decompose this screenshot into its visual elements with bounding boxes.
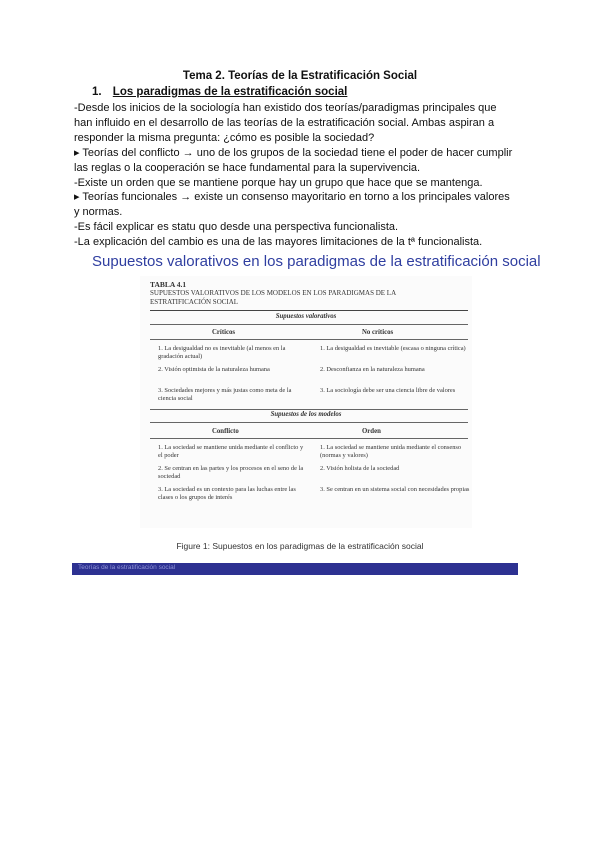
table-cell: 3. La sociología debe ser una ciencia libre de valores bbox=[320, 387, 456, 394]
slide-footer-bar bbox=[72, 563, 518, 575]
paragraph: -Desde los inicios de la sociología han existido dos teorías/paradigmas principales que han influido en el desarrollo de las teorías de la estratificación social. Ambas aspiran a responder la misma pregunta: ¿cómo es posible la sociedad? bbox=[74, 102, 497, 144]
table-cell: 2. Visión optimista de la naturaleza humana bbox=[158, 366, 270, 373]
table-rule bbox=[150, 324, 468, 325]
table-cell: 2. Desconfianza en la naturaleza humana bbox=[320, 366, 425, 373]
paragraph: -Existe un orden que se mantiene porque hay un grupo que hace que se mantenga. bbox=[74, 176, 483, 189]
table-cell: 2. Se centran en las partes y los procesos en el seno de la sociedad bbox=[158, 465, 304, 480]
section-heading bbox=[92, 86, 347, 98]
table-label: TABLA 4.1 bbox=[150, 280, 187, 289]
paragraph: -La explicación del cambio es una de las mayores limitaciones de la tª funcionalista. bbox=[74, 236, 483, 249]
table-cell: 2. Visión holista de la sociedad bbox=[320, 465, 400, 472]
table-rule bbox=[150, 422, 468, 423]
col-no-criticos: No críticos bbox=[362, 329, 394, 336]
table-figure bbox=[140, 276, 472, 528]
table-cell: 1. La sociedad se mantiene unida mediante el consenso (normas y valores) bbox=[320, 444, 462, 459]
col-criticos: Críticos bbox=[212, 329, 236, 336]
table-subtitle: SUPUESTOS VALORATIVOS DE LOS MODELOS EN LOS PARADIGMAS DE LA ESTRATIFICACIÓN SOCIAL bbox=[150, 289, 396, 306]
paragraph: -Es fácil explicar es statu quo desde una perspectiva funcionalista. bbox=[74, 221, 399, 234]
table-rule bbox=[150, 438, 468, 439]
body-text bbox=[74, 101, 514, 250]
table-rule bbox=[150, 409, 468, 410]
section-number: 1. bbox=[92, 86, 102, 98]
section1-heading: Supuestos valorativos bbox=[275, 313, 337, 320]
section-heading-text: Los paradigmas de la estratificación social bbox=[112, 86, 348, 98]
page-title: Tema 2. Teorías de la Estratificación Social bbox=[182, 70, 418, 82]
footer-text: Teorías de la estratificación social bbox=[78, 564, 176, 571]
table-cell: 3. La sociedad es un contexto para las luchas entre las clases o los grupos de interés bbox=[158, 486, 296, 501]
table-cell: 3. Sociedades mejores y más justas como meta de la ciencia social bbox=[158, 387, 292, 402]
table-cell: 1. La desigualdad es inevitable (escasa o ninguna crítica) bbox=[320, 345, 466, 352]
table-cell: 1. La sociedad se mantiene unida mediante el conflicto y el poder bbox=[158, 444, 304, 459]
paragraph: ▸ Teorías del conflicto → uno de los grupos de la sociedad tiene el poder de hacer cumplir las reglas o la cooperación se hace fundamental para la supervivencia. bbox=[74, 146, 513, 174]
table-rule bbox=[150, 310, 468, 311]
figure-caption: Figure 1: Supuestos en los paradigmas de la estratificación social bbox=[176, 541, 424, 551]
slide-title: Supuestos valorativos en los paradigmas de la estratificación social bbox=[92, 253, 541, 270]
section2-heading: Supuestos de los modelos bbox=[270, 411, 342, 418]
table-rule bbox=[150, 339, 468, 340]
table-cell: 1. La desigualdad no es inevitable (al menos en la gradación actual) bbox=[158, 345, 286, 360]
col-conflicto: Conflicto bbox=[212, 428, 239, 435]
table-cell: 3. Se centran en un sistema social con necesidades propias bbox=[320, 486, 470, 493]
col-orden: Orden bbox=[362, 428, 381, 435]
paragraph: ▸ Teorías funcionales → existe un consenso mayoritario en torno a los principales valores y normas. bbox=[74, 191, 510, 219]
